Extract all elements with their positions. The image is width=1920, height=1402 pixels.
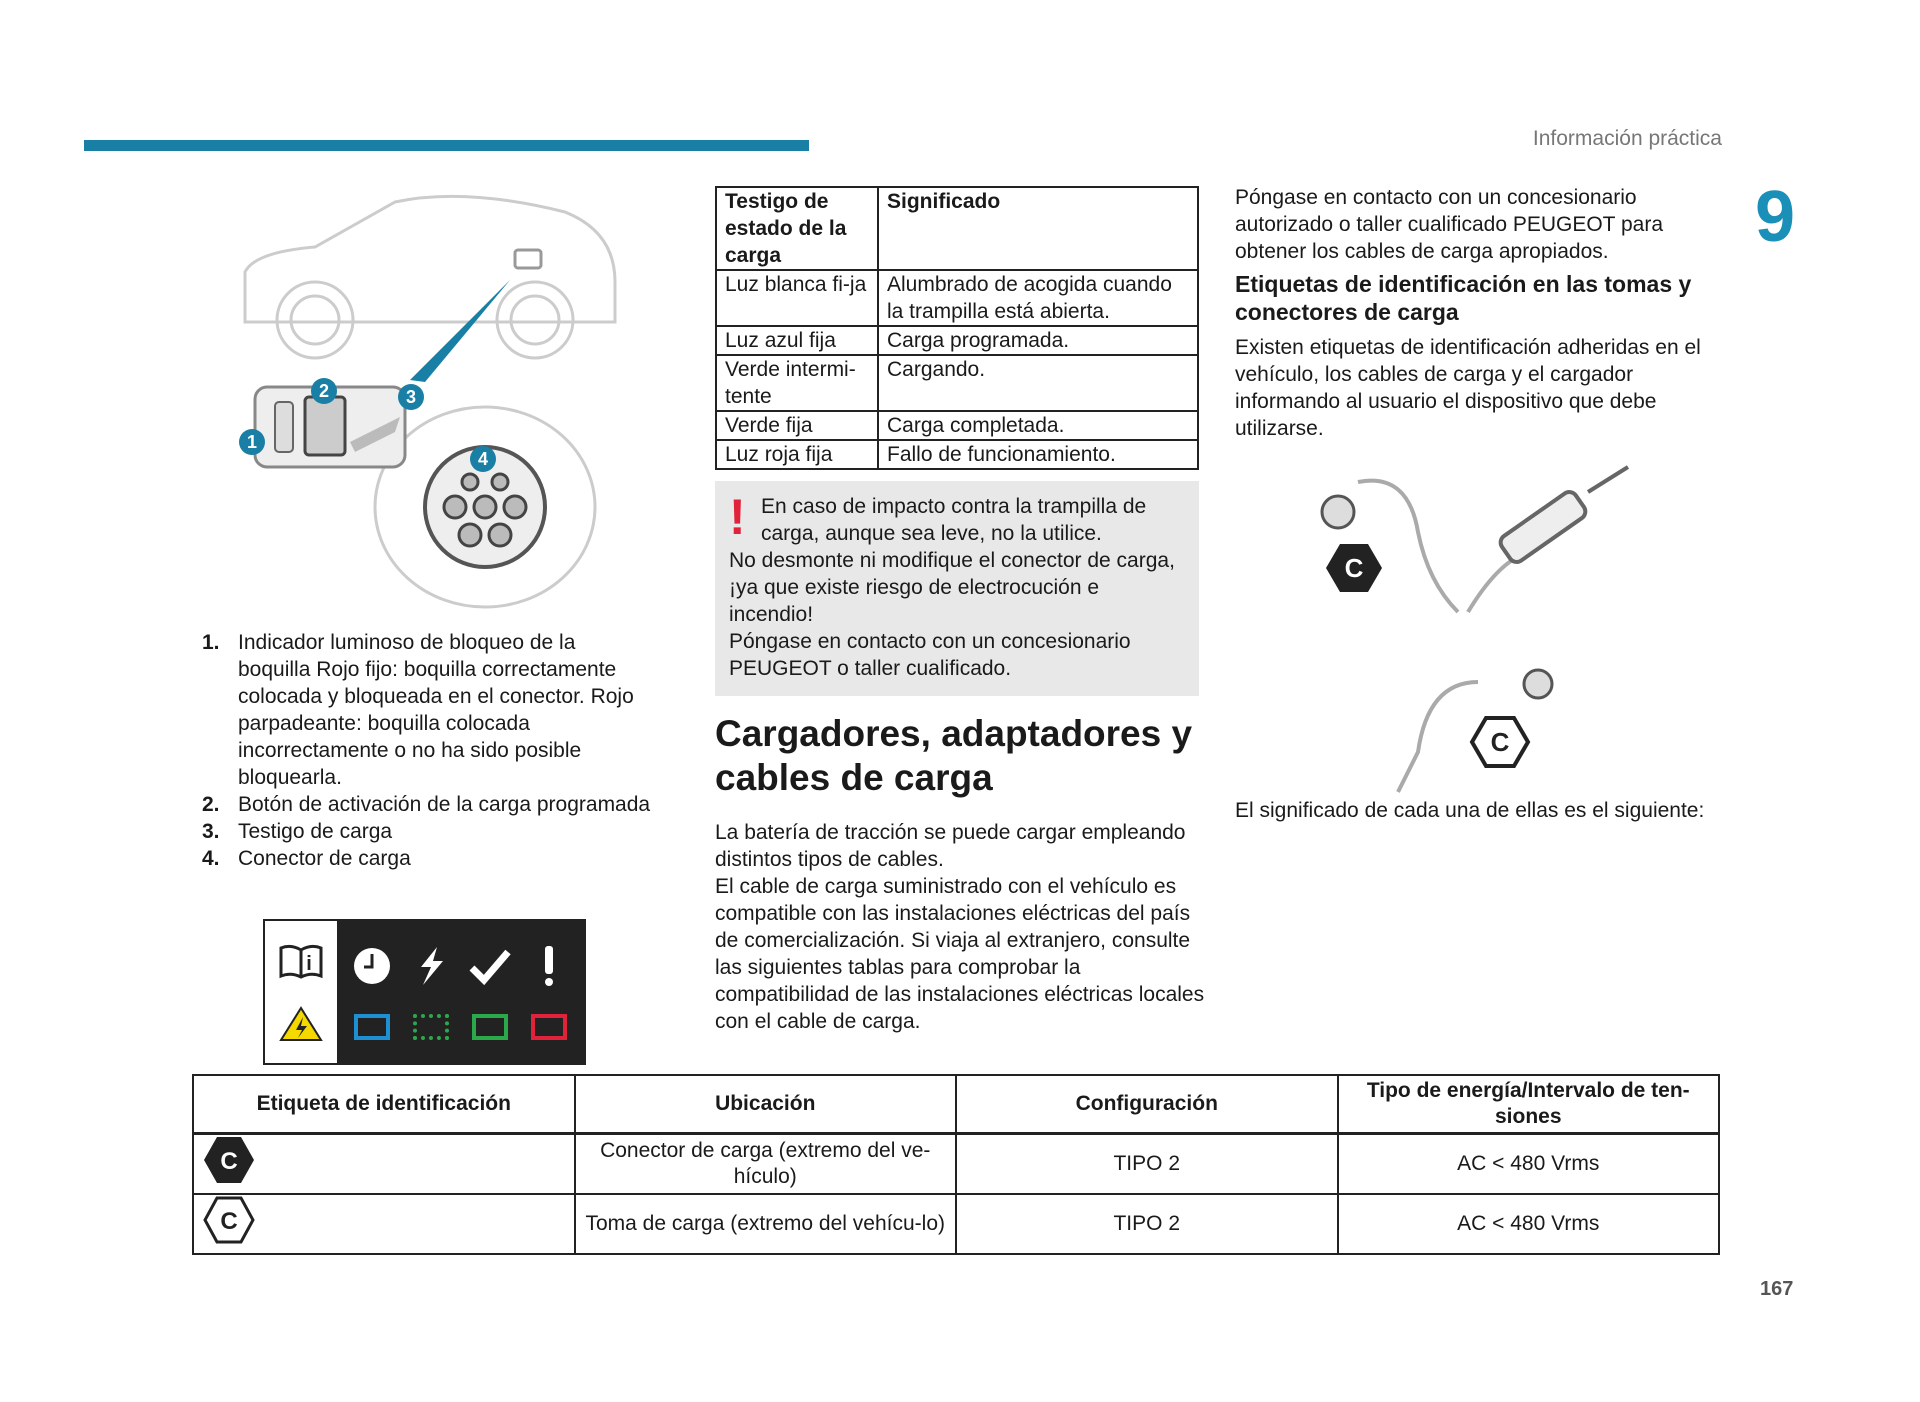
chapter-number: 9 (1755, 177, 1796, 257)
warning-box: ! En caso de impacto contra la trampilla de carga, aunque sea leve, no la utilice. No desmonte ni modifique el conector de carga, ¡ya que existe riesgo de electrocución e incendio! Póngase en contacto con un concesionario PEUGEOT o taller cualificado. (715, 481, 1199, 696)
identification-label-table (192, 1074, 1720, 1255)
contact-paragraph: Póngase en contacto con un concesionario autorizado o taller cualificado PEUGEOT para obtener los cables de carga apropiados. (1235, 186, 1663, 263)
table-row: Luz azul fija Carga programada. (716, 326, 1198, 355)
callout-legend-list (202, 629, 652, 872)
exclamation-icon (541, 944, 557, 988)
check-icon (468, 946, 512, 986)
table-row: Luz roja fija Fallo de funcionamiento. (716, 440, 1198, 469)
table-row: C Conector de carga (extremo del ve-hículo) TIPO 2 AC < 480 Vrms (193, 1134, 1719, 1194)
svg-text:C: C (220, 1208, 238, 1235)
page-number: 167 (1760, 1278, 1794, 1300)
list-item: 4. Conector de carga (202, 847, 411, 870)
callout-2: 2 (318, 381, 330, 401)
charge-status-table (715, 186, 1199, 470)
clock-icon (352, 946, 392, 986)
blue-light-indicator (354, 1014, 390, 1040)
table-row: Verde intermi-tente Cargando. (716, 355, 1198, 411)
callout-4: 4 (477, 449, 489, 469)
table-row: Verde fija Carga completada. (716, 411, 1198, 440)
svg-text:C: C (220, 1148, 238, 1176)
meaning-paragraph: El significado de cada una de ellas es el siguiente: (1235, 799, 1705, 822)
list-item: 1. Indicador luminoso de bloqueo de la boquilla Rojo fijo: boquilla correctamente colocada y bloqueada en el conector. Rojo parpadeante: boquilla colocada incorrectamente o no ha sido posible bloquearla. (202, 631, 634, 789)
header-accent-bar (84, 140, 809, 151)
charging-cables-illustration (1288, 452, 1668, 797)
green-blinking-indicator (413, 1014, 449, 1040)
electric-hazard-icon (279, 1005, 323, 1043)
table-row: C Toma de carga (extremo del vehícu-lo) TIPO 2 AC < 480 Vrms (193, 1194, 1719, 1254)
manual-info-icon (278, 942, 324, 980)
labels-heading: Etiquetas de identificación en las tomas y conectores de carga (1235, 271, 1692, 325)
charging-flap-illustration (235, 192, 625, 622)
callout-1: 1 (246, 432, 258, 452)
table-header-row: Testigo de estado de la carga Significado (716, 187, 1198, 270)
lightning-icon (411, 945, 451, 987)
filled-c-label-icon (202, 1135, 256, 1185)
section-body: La batería de tracción se puede cargar empleando distintos tipos de cables. El cable de carga suministrado con el vehículo es compatible con las instalaciones eléctricas del país de comercialización. Si viaja al extranjero, consulte las siguientes tablas para comprobar la compatibilidad de las instalaciones eléctricas locales con el cable de carga. (715, 821, 1205, 1033)
status-indicator-panel (263, 919, 586, 1065)
outline-c-label-icon (202, 1195, 256, 1245)
svg-text:i: i (306, 952, 312, 975)
table-row: Luz blanca fi-ja Alumbrado de acogida cuando la trampilla está abierta. (716, 270, 1198, 326)
section-heading: Cargadores, adaptadores y cables de carga (715, 713, 1193, 798)
callout-3: 3 (405, 387, 417, 407)
green-light-indicator (472, 1014, 508, 1040)
list-item: 3. Testigo de carga (202, 820, 393, 843)
list-item: 2. Botón de activación de la carga programada (202, 793, 651, 816)
warning-exclamation-icon: ! (729, 489, 746, 545)
labels-paragraph: Existen etiquetas de identificación adheridas en el vehículo, los cables de carga y el cargador informando al usuario el dispositivo que debe utilizarse. (1235, 336, 1701, 440)
section-title: Información práctica (1532, 127, 1722, 150)
filled-c-label: C (1344, 553, 1364, 583)
table-header-row: Etiqueta de identificación Ubicación Configuración Tipo de energía/Intervalo de ten-siones (193, 1075, 1719, 1134)
outline-c-label: C (1490, 727, 1510, 757)
red-light-indicator (531, 1014, 567, 1040)
